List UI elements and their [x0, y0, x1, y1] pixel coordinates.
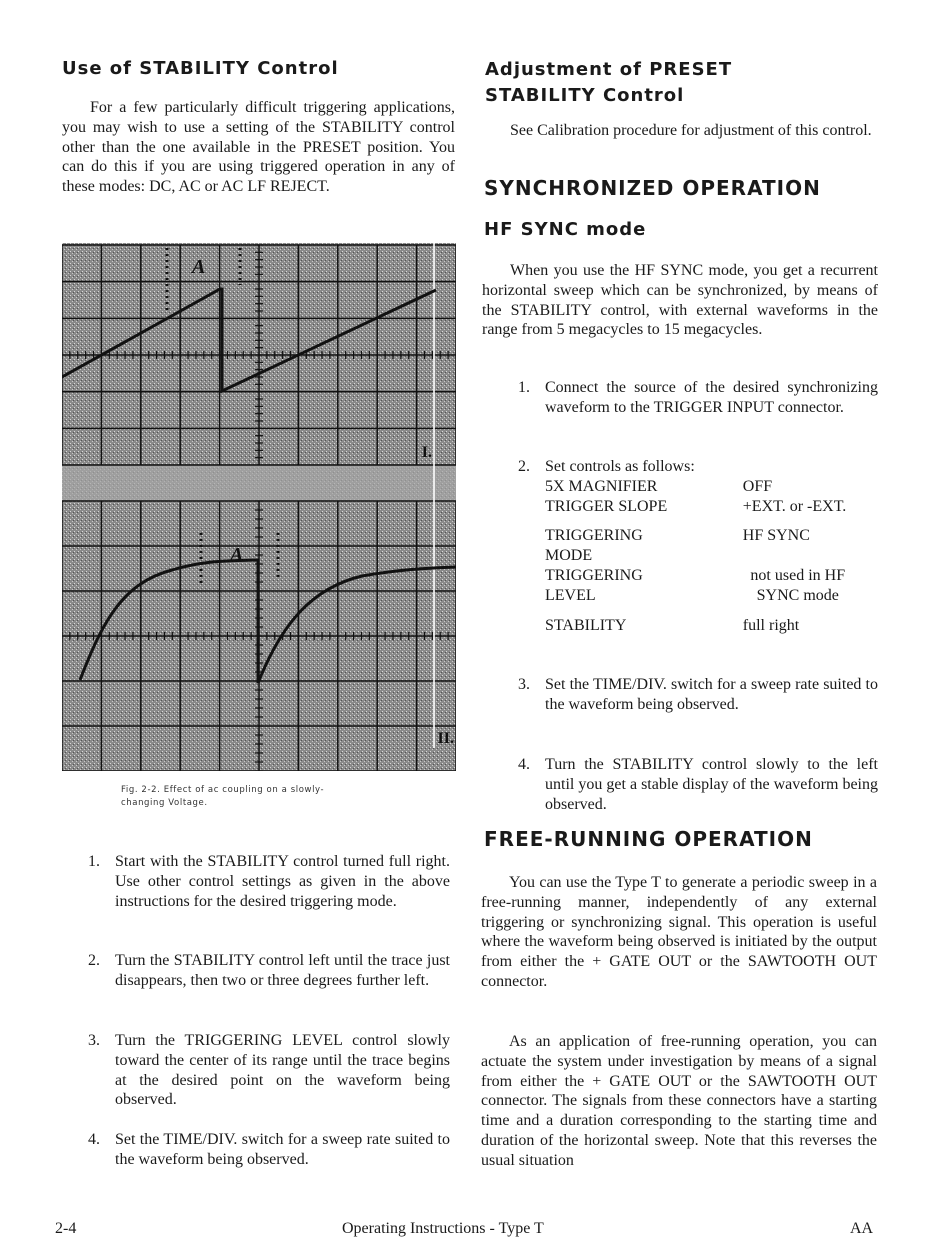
section-heading-free-running: FREE-RUNNING OPERATION: [484, 827, 813, 851]
right-step-1: [518, 378, 878, 418]
step-text: Set the TIME/DIV. switch for a sweep rate suited to the waveform being observed.: [115, 1131, 450, 1168]
right-step-4: [518, 755, 878, 814]
left-step-2: [88, 951, 450, 991]
step-text: Set controls as follows:: [545, 458, 695, 475]
setting-control: TRIGGER SLOPE: [545, 497, 668, 515]
left-step-1: [88, 852, 450, 911]
caption-line: changing Voltage.: [121, 798, 208, 808]
heading-line: Adjustment of PRESET: [485, 59, 733, 80]
right-step-3: [518, 675, 878, 715]
page-number: 2-4: [55, 1220, 77, 1237]
section-heading-synchronized: SYNCHRONIZED OPERATION: [484, 176, 821, 200]
setting-value: HF SYNC: [742, 527, 810, 545]
left-step-4: [88, 1130, 450, 1170]
setting-control: TRIGGERING MODE: [545, 527, 643, 565]
panel-label-2: II.: [437, 730, 454, 747]
step-text: Connect the source of the desired synchronizing waveform to the TRIGGER INPUT connector.: [545, 379, 878, 416]
step-text: Set the TIME/DIV. switch for a sweep rate suited to the waveform being observed.: [545, 676, 878, 713]
heading-line: STABILITY Control: [485, 85, 685, 106]
section-heading-preset: [485, 57, 732, 109]
setting-control: 5X MAGNIFIER: [545, 477, 658, 495]
settings-row: [545, 616, 853, 636]
setting-value: not used in HF SYNC mode: [750, 566, 846, 604]
step-text: Turn the STABILITY control left until the trace just disappears, then two or three degrees further left.: [115, 952, 450, 989]
setting-control: TRIGGERING LEVEL: [545, 566, 643, 604]
revision-code: AA: [850, 1220, 874, 1237]
step-number: 4.: [88, 1131, 100, 1148]
step-text: Turn the STABILITY control slowly to the left until you get a stable display of the waveform being observed.: [545, 756, 878, 813]
marker-a-label-2: A: [230, 544, 244, 566]
step-number: 2.: [88, 952, 100, 969]
setting-value: +EXT. or -EXT.: [742, 497, 847, 515]
footer-title: Operating Instructions - Type T: [342, 1220, 544, 1237]
step-number: 3.: [88, 1032, 100, 1049]
setting-control: STABILITY: [545, 616, 627, 634]
free-running-paragraph-2: As an application of free-running operation, you can actuate the system under investigation by means of a signal from either the + GATE OUT or the SAWTOOTH OUT connector. The signals from these connectors have a starting time and a duration corresponding to the starting time and duration of the horizontal sweep. Note that this reverses the usual situation: [481, 1033, 877, 1169]
step-number: 4.: [518, 756, 530, 773]
marker-a-label-1: A: [192, 256, 206, 278]
section-heading-stability: Use of STABILITY Control: [62, 58, 339, 79]
figure-caption: [121, 784, 324, 810]
settings-row: [545, 477, 853, 497]
panel-label-1: I.: [421, 444, 432, 461]
step-number: 1.: [88, 853, 100, 870]
step-number: 1.: [518, 379, 530, 396]
settings-row: [545, 497, 853, 527]
intro-paragraph: For a few particularly difficult triggering applications, you may wish to use a setting of the STABILITY control other than the one available in the PRESET position. You can do this if you are using triggered operation in any of these modes: DC, AC or AC LF REJECT.: [62, 99, 455, 196]
free-running-paragraph-1: You can use the Type T to generate a periodic sweep in a free-running manner, independently of any external triggering or synchronizing signal. This operation is useful where the waveform being observed is initiated by the output from either the + GATE OUT or the SAWTOOTH OUT connector.: [481, 874, 877, 990]
calibration-paragraph: See Calibration procedure for adjustment of this control.: [510, 122, 872, 139]
left-step-3: [88, 1031, 450, 1110]
oscilloscope-figure: [62, 243, 456, 771]
settings-row: [545, 526, 853, 566]
hf-sync-paragraph: When you use the HF SYNC mode, you get a recurrent horizontal sweep which can be synchronized, by means of the STABILITY control, with external waveforms in the range from 5 megacycles to 15 megacycles.: [482, 262, 878, 339]
setting-value: full right: [742, 616, 800, 634]
settings-table: [545, 477, 853, 636]
step-text: Start with the STABILITY control turned full right. Use other control settings as given in the above instructions for the desired triggering mode.: [115, 853, 450, 910]
step-number: 2.: [518, 458, 530, 475]
step-number: 3.: [518, 676, 530, 693]
step-text: Turn the TRIGGERING LEVEL control slowly toward the center of its range until the trace begins at the desired point on the waveform being observed.: [115, 1032, 450, 1109]
right-step-2: [518, 457, 878, 635]
settings-row: [545, 566, 853, 616]
subheading-hf-sync: HF SYNC mode: [484, 219, 647, 240]
caption-line: Fig. 2-2. Effect of ac coupling on a slowly-: [121, 785, 325, 795]
setting-value: OFF: [742, 477, 773, 495]
